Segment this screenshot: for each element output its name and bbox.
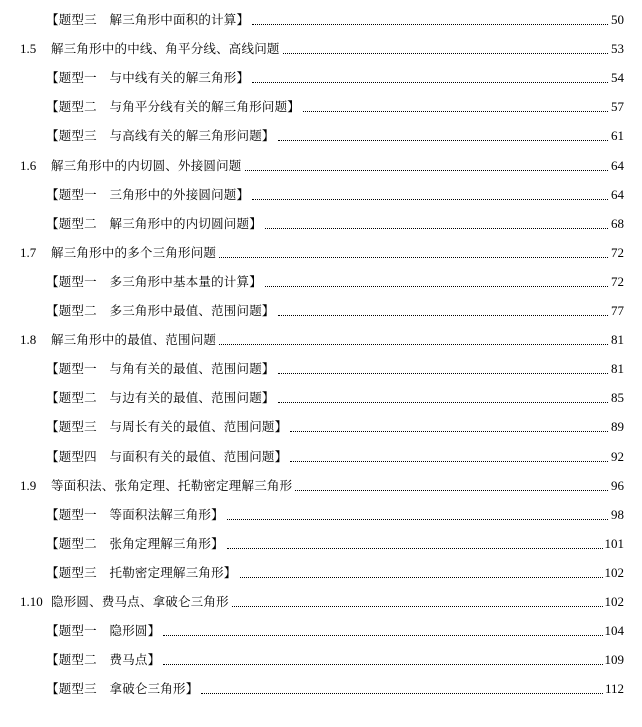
dot-leader (163, 664, 602, 665)
toc-entry-number: 1.5 (20, 41, 37, 57)
toc-entry-title: 【题型四 与面积有关的最值、范围问题】 (46, 448, 288, 464)
toc-subentry[interactable] (46, 443, 624, 465)
dot-leader (265, 228, 608, 229)
toc-entry-title: 【题型三 与周长有关的最值、范围问题】 (46, 419, 288, 435)
toc-page-number: 64 (611, 157, 624, 173)
dot-leader (278, 140, 608, 141)
dot-leader (240, 577, 603, 578)
toc-page-number: 54 (611, 70, 624, 86)
toc-entry-number: 1.6 (20, 157, 37, 173)
toc-page-number: 102 (604, 594, 624, 609)
toc-page-number: 50 (611, 12, 624, 27)
dot-leader (219, 344, 608, 345)
dot-leader (290, 431, 608, 432)
toc-entry-title: 【题型二 与角平分线有关的解三角形问题】 (46, 99, 301, 115)
toc-subentry[interactable] (46, 501, 624, 523)
toc-subentry[interactable] (46, 617, 624, 639)
toc-page-number: 98 (611, 506, 624, 522)
toc-entry-number: 1.7 (20, 244, 37, 260)
toc-entry-title: 【题型三 与高线有关的解三角形问题】 (46, 128, 275, 144)
toc-page-number: 96 (611, 477, 624, 493)
toc-entry-number: 1.10 (20, 594, 43, 609)
toc-page-number: 81 (611, 361, 624, 377)
toc-page-number: 64 (611, 186, 624, 202)
toc-subentry[interactable] (46, 93, 624, 115)
toc-entry-title: 【题型二 张角定理解三角形】 (46, 535, 224, 551)
dot-leader (278, 402, 608, 403)
dot-leader (303, 111, 608, 112)
toc-entry-title: 【题型一 隐形圆】 (46, 623, 161, 639)
toc-page-number: 102 (604, 564, 624, 580)
toc-subentry[interactable] (46, 64, 624, 86)
toc-page-number: 92 (611, 448, 624, 464)
toc-section-entry[interactable] (20, 239, 624, 261)
toc-entry-title: 解三角形中的多个三角形问题 (51, 244, 217, 260)
toc-page-number: 104 (604, 623, 624, 639)
toc-subentry[interactable] (46, 675, 624, 697)
dot-leader (295, 490, 608, 491)
toc-subentry[interactable] (46, 559, 624, 581)
toc-subentry[interactable] (46, 646, 624, 668)
toc-section-entry[interactable] (20, 326, 624, 348)
dot-leader (163, 635, 602, 636)
dot-leader (201, 693, 603, 694)
dot-leader (252, 24, 608, 25)
toc-subentry[interactable] (46, 122, 624, 144)
dot-leader (278, 373, 608, 374)
toc-subentry[interactable] (46, 297, 624, 319)
toc-entry-number: 1.8 (20, 332, 37, 348)
toc-page-number: 72 (611, 273, 624, 289)
toc-subentry[interactable] (46, 384, 624, 406)
dot-leader (227, 519, 608, 520)
toc-subentry[interactable] (46, 530, 624, 552)
toc-page-number: 85 (611, 390, 624, 406)
toc-entry-title: 【题型三 拿破仑三角形】 (46, 681, 199, 697)
dot-leader (227, 548, 603, 549)
toc-page-number: 109 (604, 652, 624, 668)
toc-entry-title: 隐形圆、费马点、拿破仑三角形 (51, 594, 229, 609)
toc-entry-title: 解三角形中的内切圆、外接圆问题 (51, 157, 242, 173)
toc-page-number: 77 (611, 303, 624, 318)
toc-page-number: 68 (611, 215, 624, 231)
toc-subentry[interactable] (46, 355, 624, 377)
toc-entry-number: 1.9 (20, 477, 37, 493)
dot-leader (283, 53, 608, 54)
toc-subentry[interactable] (46, 6, 624, 28)
toc-entry-title: 等面积法、张角定理、托勒密定理解三角形 (51, 477, 293, 493)
toc-subentry[interactable] (46, 210, 624, 232)
toc-section-entry[interactable] (20, 152, 624, 174)
toc-entry-title: 【题型一 等面积法解三角形】 (46, 506, 224, 522)
toc-entry-title: 【题型二 与边有关的最值、范围问题】 (46, 390, 275, 406)
toc-entry-title: 【题型三 托勒密定理解三角形】 (46, 564, 237, 580)
toc-page-number: 112 (604, 681, 624, 697)
toc-page-number: 101 (604, 535, 624, 551)
toc-page-number: 57 (611, 99, 624, 115)
dot-leader (232, 606, 603, 607)
toc-subentry[interactable] (46, 268, 624, 290)
toc-section-entry[interactable] (20, 472, 624, 494)
toc-entry-title: 【题型一 与角有关的最值、范围问题】 (46, 361, 275, 377)
dot-leader (219, 257, 608, 258)
toc-page-number: 53 (611, 41, 624, 57)
dot-leader (245, 170, 608, 171)
toc-page-number: 89 (611, 419, 624, 435)
toc-entry-title: 【题型一 多三角形中基本量的计算】 (46, 273, 262, 289)
toc-section-entry[interactable] (20, 588, 624, 610)
toc-page-number: 72 (611, 244, 624, 260)
toc-page-number: 81 (611, 332, 624, 348)
dot-leader (265, 286, 608, 287)
toc-section-entry[interactable] (20, 35, 624, 57)
toc-entry-title: 【题型一 三角形中的外接圆问题】 (46, 186, 250, 202)
dot-leader (252, 199, 608, 200)
toc-page-number: 61 (611, 128, 624, 144)
dot-leader (278, 315, 608, 316)
toc-entry-title: 解三角形中的最值、范围问题 (51, 332, 217, 348)
toc-entry-title: 【题型二 费马点】 (46, 652, 161, 668)
toc-entry-title: 【题型一 与中线有关的解三角形】 (46, 70, 250, 86)
toc-entry-title: 【题型三 解三角形中面积的计算】 (46, 12, 250, 27)
dot-leader (290, 461, 608, 462)
toc-entry-title: 【题型二 解三角形中的内切圆问题】 (46, 215, 262, 231)
toc-subentry[interactable] (46, 413, 624, 435)
toc-entry-title: 解三角形中的中线、角平分线、高线问题 (51, 41, 280, 57)
toc-subentry[interactable] (46, 181, 624, 203)
toc-entry-title: 【题型二 多三角形中最值、范围问题】 (46, 303, 275, 318)
dot-leader (252, 82, 608, 83)
